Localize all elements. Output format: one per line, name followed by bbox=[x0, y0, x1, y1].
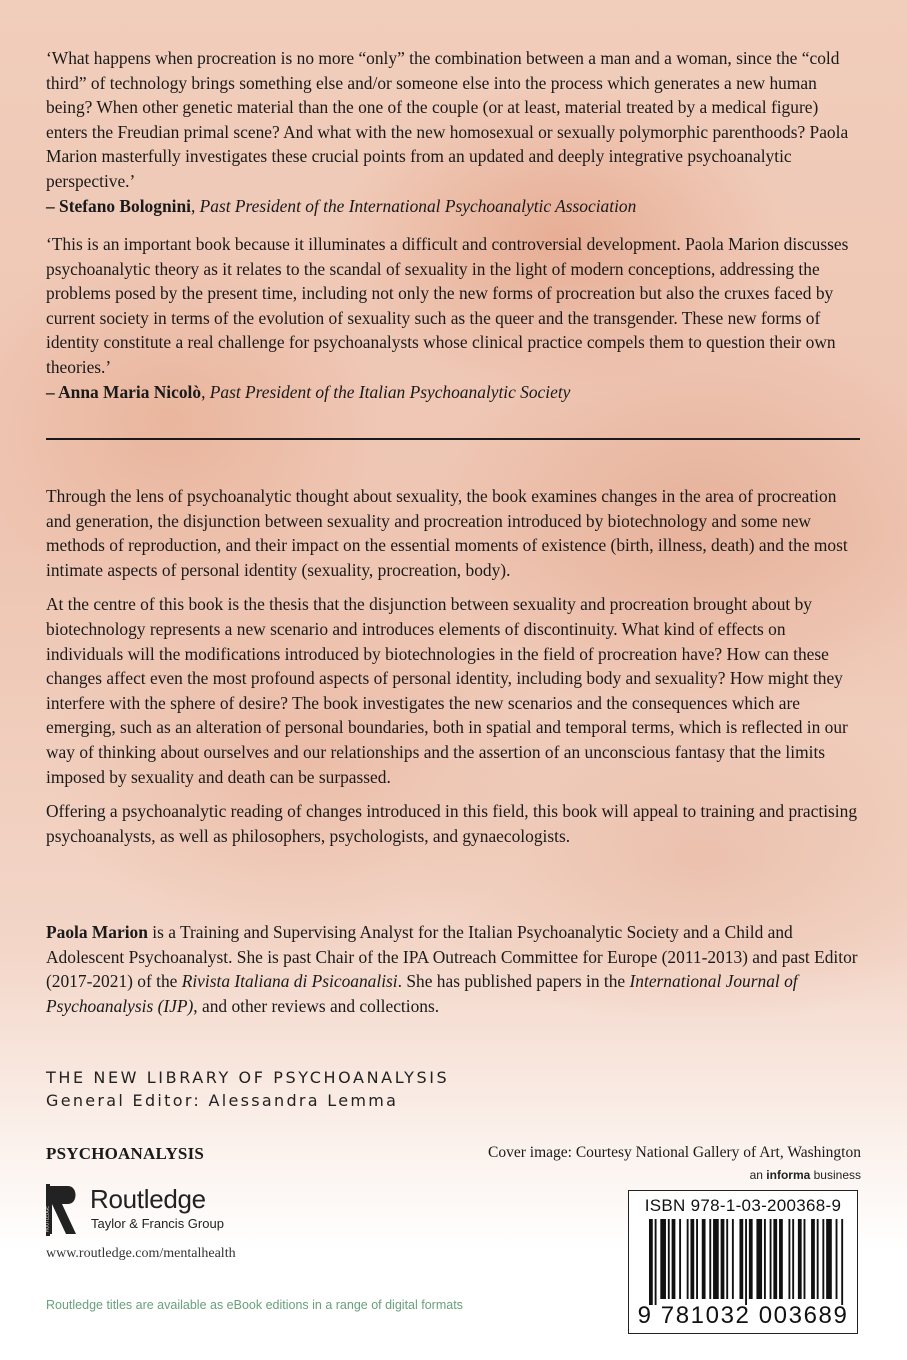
logo-mark-text: ROUTLEDGE bbox=[44, 1205, 50, 1232]
barcode-bar bbox=[709, 1219, 711, 1299]
publisher-name: Routledge bbox=[90, 1184, 206, 1214]
attribution-name: – Anna Maria Nicolò bbox=[46, 381, 202, 402]
attribution-role: Past President of the Italian Psychoanalytic Society bbox=[209, 381, 571, 402]
isbn-label: ISBN 978-1-03-200368-9 bbox=[644, 1196, 842, 1215]
informa-business-tag bbox=[750, 1168, 861, 1182]
barcode-bar bbox=[690, 1219, 694, 1299]
barcode-bar bbox=[679, 1219, 681, 1299]
description-paragraph: At the centre of this book is the thesis that the disjunction between sexuality and procreation brought about by biotechnology represents a new scenario and introduces elements of discontinuity. What kind of effects on individuals will the modifications introduced by biotechnologies in the field of procreation have? How can these changes affect even the most profound aspects of personal identity, including body and sexuality? How might they interfere with the sphere of desire? The book investigates the new scenarios and the consequences which are emerging, such as an alteration of personal boundaries, both in spatial and temporal terms, which is reflected in our way of thinking about ourselves and our relationships and the assertion of an unconscious fantasy that the limits imposed by sexuality and death can be surpassed. bbox=[46, 594, 848, 787]
section-divider bbox=[46, 438, 860, 440]
publisher-group: Taylor & Francis Group bbox=[91, 1216, 224, 1231]
bio-text: . She has published papers in the bbox=[397, 971, 630, 992]
praise-quote-bolognini bbox=[46, 46, 862, 218]
series-name: THE NEW LIBRARY OF PSYCHOANALYSIS bbox=[46, 1068, 450, 1087]
barcode-bar bbox=[770, 1219, 772, 1299]
isbn-barcode bbox=[628, 1190, 858, 1334]
routledge-logo-icon bbox=[46, 1184, 80, 1236]
barcode-bar bbox=[817, 1219, 819, 1299]
barcode-digits: 9 781032 003689 bbox=[637, 1302, 849, 1329]
barcode-bar bbox=[649, 1219, 653, 1305]
barcode-bar bbox=[822, 1219, 824, 1299]
journal-title: Rivista Italiana di Psicoanalisi bbox=[181, 971, 398, 992]
informa-prefix: an bbox=[749, 1168, 767, 1182]
attribution-role: Past President of the International Psychoanalytic Association bbox=[199, 195, 637, 216]
author-name: Paola Marion bbox=[46, 922, 148, 942]
publisher-logo bbox=[46, 1184, 226, 1236]
barcode-bar bbox=[660, 1219, 666, 1299]
barcode-bar bbox=[788, 1219, 790, 1299]
quote-attribution: – Stefano Bolognini, Past President of the International Psychoanalytic Association bbox=[46, 195, 637, 216]
barcode-bar bbox=[826, 1219, 832, 1299]
praise-quote-nicolo bbox=[46, 232, 862, 404]
author-bio bbox=[46, 920, 862, 1018]
barcode-bar bbox=[655, 1219, 657, 1305]
barcode-bar bbox=[811, 1219, 815, 1299]
barcode-bar bbox=[841, 1219, 843, 1305]
ebook-note: Routledge titles are available as eBook editions in a range of digital formats bbox=[46, 1298, 463, 1312]
subject-category: PSYCHOANALYSIS bbox=[46, 1144, 205, 1163]
quote-attribution: – Anna Maria Nicolò, Past President of the Italian Psychoanalytic Society bbox=[46, 381, 571, 402]
barcode-bar bbox=[687, 1219, 689, 1299]
description-paragraph: Offering a psychoanalytic reading of changes introduced in this field, this book will appeal to training and practising psychoanalysts, as well as philosophers, psychologists, and gynaecologists. bbox=[46, 801, 858, 846]
quote-text: ‘What happens when procreation is no more “only” the combination between a man and a woman, since the “cold third” of technology brings something else and/or someone else into the process which generates a new human being? When other genetic material than the one of the couple (or at least, material treated by a medical figure) enters the Freudian primal scene? And what with the new homosexual or sexually polymorphic parenthoods? Paola Marion masterfully investigates these crucial points from an updated and deeply integrative psychoanalytic perspective.’ bbox=[46, 48, 849, 191]
barcode-icon bbox=[649, 1219, 845, 1305]
barcode-bar bbox=[702, 1219, 706, 1299]
barcode-bar bbox=[732, 1219, 734, 1299]
barcode-bar bbox=[668, 1219, 670, 1299]
barcode-bar bbox=[798, 1219, 802, 1299]
journal-title: International Journal of Psychoanalysis (IJP) bbox=[46, 971, 798, 1016]
barcode-bar bbox=[792, 1219, 794, 1299]
barcode-bar bbox=[739, 1219, 743, 1299]
barcode-bar bbox=[696, 1219, 698, 1299]
informa-brand: informa bbox=[766, 1168, 811, 1182]
informa-suffix: business bbox=[810, 1168, 861, 1182]
quote-text: ‘This is an important book because it illuminates a difficult and controversial development. Paola Marion discusses psychoanalytic theory as it relates to the scandal of sexuality in the light of modern conceptions, addressing the problems posed by the present time, including not only the new forms of procreation but also the cruxes faced by current society in terms of the evolution of sexuality such as the queer and the transgender. These new forms of identity constitute a real challenge for psychoanalysts whose clinical practice compels them to question their own theories.’ bbox=[46, 234, 849, 377]
bio-text: is a Training and Supervising Analyst for the Italian Psychoanalytic Society and a Child and Adolescent Psychoanalyst. She is past Chair of the IPA Outreach Committee for Europe (2011-2013) and past Editor (2017-2021) of the bbox=[46, 922, 858, 992]
barcode-bar bbox=[745, 1219, 747, 1305]
barcode-bar bbox=[836, 1219, 838, 1299]
cover-credit: Cover image: Courtesy National Gallery of Art, Washington bbox=[488, 1144, 861, 1161]
series-editor: General Editor: Alessandra Lemma bbox=[46, 1091, 399, 1110]
barcode-bar bbox=[756, 1219, 762, 1299]
description-paragraph: Through the lens of psychoanalytic thought about sexuality, the book examines changes in the area of procreation and generation, the disjunction between sexuality and procreation introduced by biotechnology and some new methods of reproduction, and their impact on the essential moments of existence (birth, illness, death) and the most intimate aspects of personal identity (sexuality, procreation, body). bbox=[46, 486, 848, 580]
bio-paragraph bbox=[46, 920, 862, 1018]
attribution-name: – Stefano Bolognini bbox=[46, 195, 191, 216]
barcode-bar bbox=[764, 1219, 766, 1299]
barcode-bar bbox=[726, 1219, 728, 1299]
barcode-bar bbox=[672, 1219, 676, 1299]
publisher-url[interactable]: www.routledge.com/mentalhealth bbox=[46, 1246, 236, 1261]
bio-text: , and other reviews and collections. bbox=[193, 995, 440, 1016]
barcode-bar bbox=[721, 1219, 725, 1299]
barcode-bar bbox=[713, 1219, 719, 1299]
barcode-bar bbox=[749, 1219, 753, 1299]
book-description bbox=[46, 484, 862, 848]
barcode-bar bbox=[804, 1219, 806, 1299]
barcode-bar bbox=[779, 1219, 783, 1299]
barcode-bar bbox=[773, 1219, 777, 1299]
